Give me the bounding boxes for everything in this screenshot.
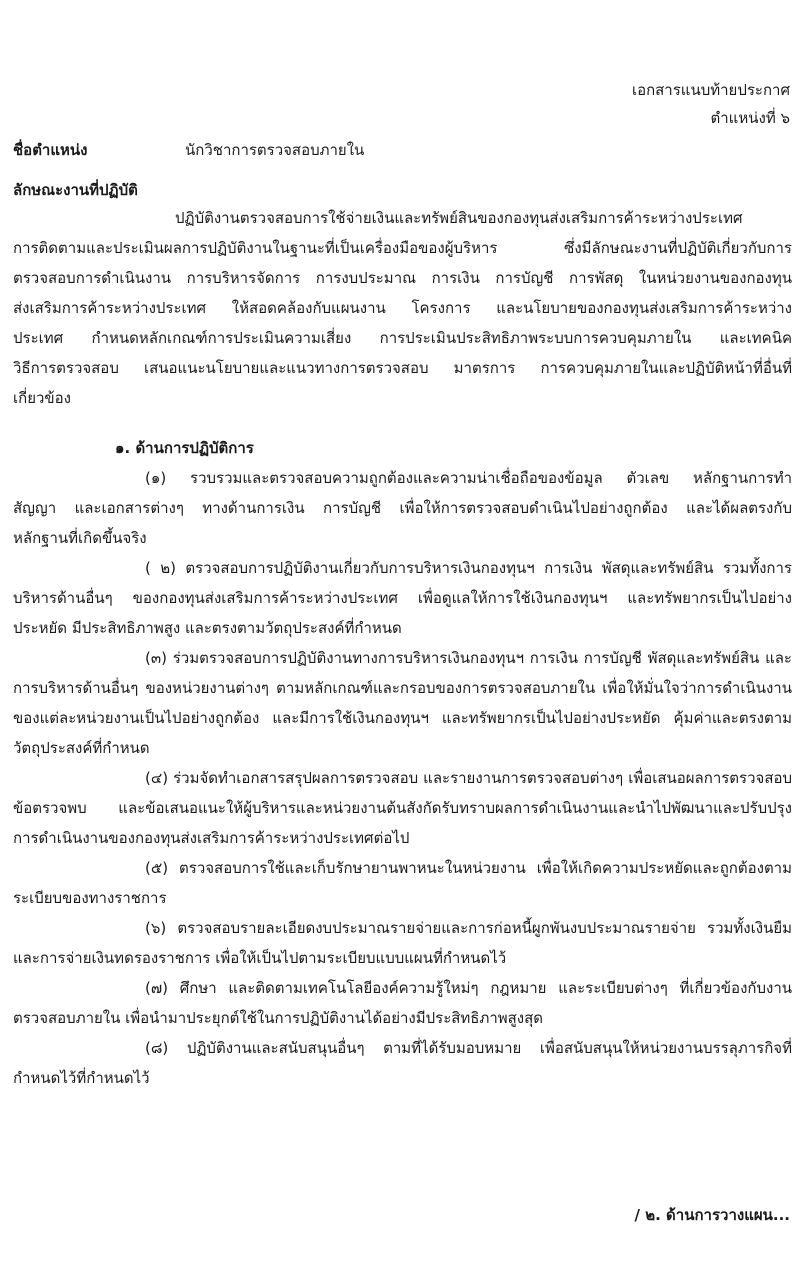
item-line: สัญญา และเอกสารต่างๆ ทางด้านการเงิน การบัญชี เพื่อให้การตรวจสอบดำเนินไปอย่างถูกต้อง และได้ผลตรงกับ <box>13 499 792 517</box>
item-line: ของแต่ละหน่วยงานเป็นไปอย่างถูกต้อง และมีการใช้เงินกองทุนฯ และทรัพยากรเป็นไปอย่างประหยัด คุ้มค่าและตรงตาม <box>13 709 792 727</box>
item-line: ระเบียบของทางราชการ <box>13 889 167 907</box>
job-nature-line: ตรวจสอบการดำเนินงาน การบริหารจัดการ การงบประมาณ การเงิน การบัญชี การพัสดุ ในหน่วยงานของกองทุน <box>13 269 792 287</box>
item-line: หลักฐานที่เกิดขึ้นจริง <box>13 529 147 547</box>
job-nature-line: การติดตามและประเมินผลการปฏิบัติงานในฐานะที่เป็นเครื่องมือของผู้บริหาร ซึ่งมีลักษณะงานที่ปฏิบัติเกี่ยวกับการ <box>13 239 792 257</box>
item-line: การบริหารด้านอื่นๆ ของหน่วยงานต่างๆ ตามหลักเกณฑ์และกรอบของการตรวจสอบภายใน เพื่อให้มั่นใจว่าการดำเนินงาน <box>13 679 792 697</box>
item-line: (๖) ตรวจสอบรายละเอียดงบประมาณรายจ่ายและการก่อหนี้ผูกพันงบประมาณรายจ่าย รวมทั้งเงินยืม <box>145 919 792 937</box>
item-line: วัตถุประสงค์ที่กำหนด <box>13 739 150 757</box>
job-nature-line: ประเทศ กำหนดหลักเกณฑ์การประเมินความเสี่ยง การประเมินประสิทธิภาพระบบการควบคุมภายใน และเทคนิค <box>13 329 792 347</box>
item-line: และการจ่ายเงินทดรองราชการ เพื่อให้เป็นไปตามระเบียบแบบแผนที่กำหนดไว้ <box>13 949 507 967</box>
item-line: กำหนดไว้ที่กำหนดไว้ <box>13 1069 150 1087</box>
item-line: (๑) รวบรวมและตรวจสอบความถูกต้องและความน่าเชื่อถือของข้อมูล ตัวเลข หลักฐานการทำ <box>145 469 792 487</box>
job-nature-heading: ลักษณะงานที่ปฏิบัติ <box>13 181 138 199</box>
position-number: ตำแหน่งที่ ๖ <box>710 109 790 127</box>
item-line: ประหยัด มีประสิทธิภาพสูง และตรงตามวัตถุประสงค์ที่กำหนด <box>13 619 402 637</box>
position-title: นักวิชาการตรวจสอบภายใน <box>185 141 365 159</box>
item-line: บริหารด้านอื่นๆ ของกองทุนส่งเสริมการค้าระหว่างประเทศ เพื่อดูแลให้การใช้เงินกองทุนฯ และทรัพยากรเป็นไปอย่าง <box>13 589 792 607</box>
item-line: ( ๒) ตรวจสอบการปฏิบัติงานเกี่ยวกับการบริหารเงินกองทุนฯ การเงิน พัสดุและทรัพย์สิน รวมทั้งการ <box>145 559 792 577</box>
item-line: การดำเนินงานของกองทุนส่งเสริมการค้าระหว่างประเทศต่อไป <box>13 829 410 847</box>
item-line: (๘) ปฏิบัติงานและสนับสนุนอื่นๆ ตามที่ได้รับมอบหมาย เพื่อสนับสนุนให้หน่วยงานบรรลุภารกิจที่ <box>145 1039 792 1057</box>
position-label: ชื่อตำแหน่ง <box>13 141 88 159</box>
job-nature-line: เกี่ยวข้อง <box>13 389 72 407</box>
section-1-heading: ๑. ด้านการปฏิบัติการ <box>115 439 254 457</box>
continued-note: / ๒. ด้านการวางแผน... <box>634 1206 790 1224</box>
job-nature-line: วิธีการตรวจสอบ เสนอแนะนโยบายและแนวทางการตรวจสอบ มาตรการ การควบคุมภายในและปฏิบัติหน้าที่อื่นที่ <box>13 359 792 377</box>
attachment-note: เอกสารแนบท้ายประกาศ <box>631 81 790 99</box>
item-line: (๕) ตรวจสอบการใช้และเก็บรักษายานพาหนะในหน่วยงาน เพื่อให้เกิดความประหยัดและถูกต้องตาม <box>145 859 792 877</box>
item-line: ตรวจสอบภายใน เพื่อนำมาประยุกต์ใช้ในการปฏิบัติงานได้อย่างมีประสิทธิภาพสูงสุด <box>13 1009 544 1027</box>
item-line: (๓) ร่วมตรวจสอบการปฏิบัติงานทางการบริหารเงินกองทุนฯ การเงิน การบัญชี พัสดุและทรัพย์สิน และ <box>145 649 792 667</box>
job-nature-line: ส่งเสริมการค้าระหว่างประเทศ ให้สอดคล้องกับแผนงาน โครงการ และนโยบายของกองทุนส่งเสริมการค้าระหว่าง <box>13 299 792 317</box>
item-line: (๗) ศึกษา และติดตามเทคโนโลยีองค์ความรู้ใหม่ๆ กฎหมาย และระเบียบต่างๆ ที่เกี่ยวข้องกับงาน <box>145 979 792 997</box>
job-nature-line: ปฏิบัติงานตรวจสอบการใช้จ่ายเงินและทรัพย์สินของกองทุนส่งเสริมการค้าระหว่างประเทศ <box>175 209 743 227</box>
item-line: (๔) ร่วมจัดทำเอกสารสรุปผลการตรวจสอบ และรายงานการตรวจสอบต่างๆ เพื่อเสนอผลการตรวจสอบ <box>145 769 792 787</box>
item-line: ข้อตรวจพบ และข้อเสนอแนะให้ผู้บริหารและหน่วยงานต้นสังกัดรับทราบผลการดำเนินงานและนำไปพัฒนาและปรับปรุง <box>13 799 792 817</box>
